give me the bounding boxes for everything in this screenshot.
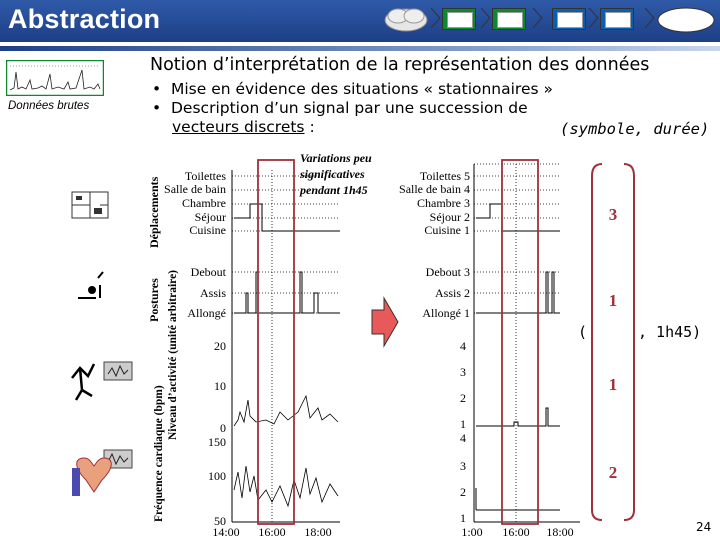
colon-text: :	[304, 118, 315, 136]
right-posture-label: Assis 2	[434, 286, 470, 300]
right-time-tick: 1:00	[461, 525, 483, 539]
nav-arrow-icon	[532, 6, 544, 30]
heart-icon	[72, 450, 132, 496]
left-posture-label: Assis	[199, 286, 226, 300]
group-label-postures: Postures	[147, 278, 161, 322]
bullet-list	[152, 80, 553, 137]
left-time-tick: 18:00	[304, 525, 332, 539]
right-posture-label: Allongé 1	[422, 306, 470, 320]
symbol-value: 2	[608, 463, 618, 482]
right-time-tick: 18:00	[546, 525, 574, 539]
left-posture-label: Allongé	[187, 306, 226, 320]
symbol-value: 1	[608, 375, 618, 394]
left-activity-tick: 0	[220, 421, 226, 435]
header-rule	[0, 46, 720, 51]
bullet-item: • Description d’un signal par une succession de	[152, 99, 528, 117]
nav-box-icon	[442, 8, 476, 30]
bullet-text: Mise en évidence des situations « stationnaires »	[171, 80, 553, 98]
right-location-label: Cuisine 1	[424, 223, 470, 237]
left-location-label: Chambre	[182, 196, 226, 210]
left-activity-tick: 10	[214, 379, 226, 393]
symbol-value: 1	[608, 291, 618, 310]
left-posture-label: Debout	[190, 265, 226, 279]
highlight-window-left	[258, 160, 294, 524]
right-arrow-icon	[372, 298, 398, 346]
page-number: 24	[696, 520, 712, 534]
right-activity-tick: 1	[460, 417, 466, 431]
right-time-tick: 16:00	[502, 525, 530, 539]
tuple-close: , 1h45)	[638, 323, 702, 341]
right-location-label: Toilettes 5	[419, 169, 470, 183]
activity-icon	[72, 362, 132, 400]
signal-figure	[0, 150, 720, 540]
left-hr-tick: 150	[208, 435, 226, 449]
nav-arrow-icon	[480, 6, 492, 30]
underlined-text: vecteurs discrets	[172, 118, 305, 136]
oval-icon	[656, 6, 716, 34]
subtitle: Notion d’interprétation de la représentation des données	[150, 55, 650, 75]
group-label-deplacements: Déplacements	[147, 176, 161, 248]
right-posture-label: Debout 3	[425, 265, 470, 279]
bullet-item: • Mise en évidence des situations « stationnaires »	[152, 80, 553, 98]
left-location-label: Salle de bain	[164, 182, 226, 196]
right-hr-tick: 4	[460, 431, 466, 445]
left-hr-tick: 50	[214, 514, 226, 528]
right-activity-tick: 3	[460, 365, 466, 379]
group-label-heart-rate: Fréquence cardiaque (bpm)	[153, 385, 165, 522]
annotation-line: pendant 1h45	[300, 183, 368, 197]
floorplan-icon	[72, 192, 108, 218]
symbol-value: 3	[608, 205, 618, 224]
highlight-window-right	[502, 160, 538, 524]
annotation-line: Variations peu	[300, 151, 372, 165]
slide-title: Abstraction	[8, 4, 161, 34]
left-time-tick: 14:00	[212, 525, 240, 539]
symbol-duration-hint: (symbole, durée)	[560, 120, 710, 138]
bullet-continuation	[152, 118, 553, 137]
cloud-icon	[382, 4, 430, 34]
tuple-open: (	[578, 323, 588, 341]
posture-icon	[78, 272, 103, 298]
raw-data-thumbnail	[6, 60, 104, 96]
left-location-label: Séjour	[194, 210, 226, 224]
left-hr-tick: 100	[208, 469, 226, 483]
left-activity-tick: 20	[214, 339, 226, 353]
right-location-label: Séjour 2	[429, 210, 470, 224]
nav-arrow-icon	[430, 6, 442, 30]
left-location-label: Toilettes	[184, 169, 226, 183]
nav-box-icon	[492, 8, 526, 30]
left-location-label: Cuisine	[189, 223, 226, 237]
nav-box-icon	[552, 8, 586, 30]
bullet-text: Description d’un signal par une succession de	[171, 99, 528, 117]
right-location-label: Salle de bain 4	[399, 182, 470, 196]
raw-data-label: Données brutes	[8, 100, 90, 112]
right-hr-tick: 3	[460, 459, 466, 473]
nav-box-icon	[600, 8, 634, 30]
nav-arrow-icon	[588, 6, 600, 30]
group-label-activity: Niveau d’activité (unité arbitraire)	[167, 269, 179, 440]
right-hr-tick: 1	[460, 511, 466, 525]
right-hr-tick: 2	[460, 485, 466, 499]
right-location-label: Chambre 3	[417, 196, 470, 210]
annotation-line: significatives	[300, 167, 365, 181]
left-time-tick: 16:00	[258, 525, 286, 539]
right-activity-tick: 2	[460, 391, 466, 405]
nav-arrow-icon	[644, 6, 656, 30]
right-activity-tick: 4	[460, 339, 466, 353]
